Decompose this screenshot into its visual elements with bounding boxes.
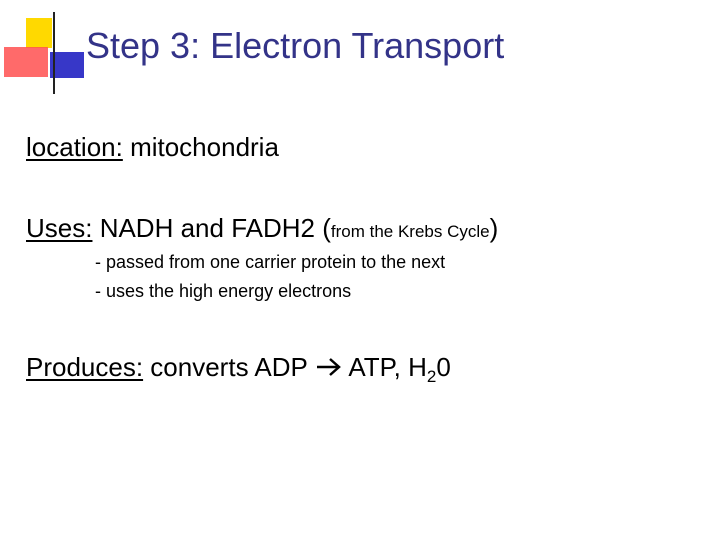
produces-tail: 0 <box>436 352 451 382</box>
produces-subscript: 2 <box>426 367 437 386</box>
uses-value: NADH and FADH2 ( <box>92 213 331 243</box>
location-value: mitochondria <box>122 132 279 162</box>
blue-square <box>50 52 84 78</box>
uses-line <box>26 213 498 247</box>
sub-item: - uses the high energy electrons <box>95 281 352 301</box>
slide-title: Step 3: Electron Transport <box>86 25 505 66</box>
uses-label: Uses: <box>26 213 93 243</box>
uses-close-paren: ) <box>489 213 499 243</box>
red-square <box>4 47 48 77</box>
produces-line <box>26 352 451 386</box>
location-label: location: <box>26 132 123 162</box>
right-arrow-icon <box>315 357 343 377</box>
uses-source: from the Krebs Cycle <box>330 222 490 241</box>
location-line <box>26 132 279 162</box>
yellow-square <box>26 18 52 48</box>
produces-label: Produces: <box>26 352 144 382</box>
produces-after-arrow: ATP, H <box>342 352 427 382</box>
produces-value: converts ADP <box>143 352 315 382</box>
sub-item: - passed from one carrier protein to the next <box>95 252 446 272</box>
